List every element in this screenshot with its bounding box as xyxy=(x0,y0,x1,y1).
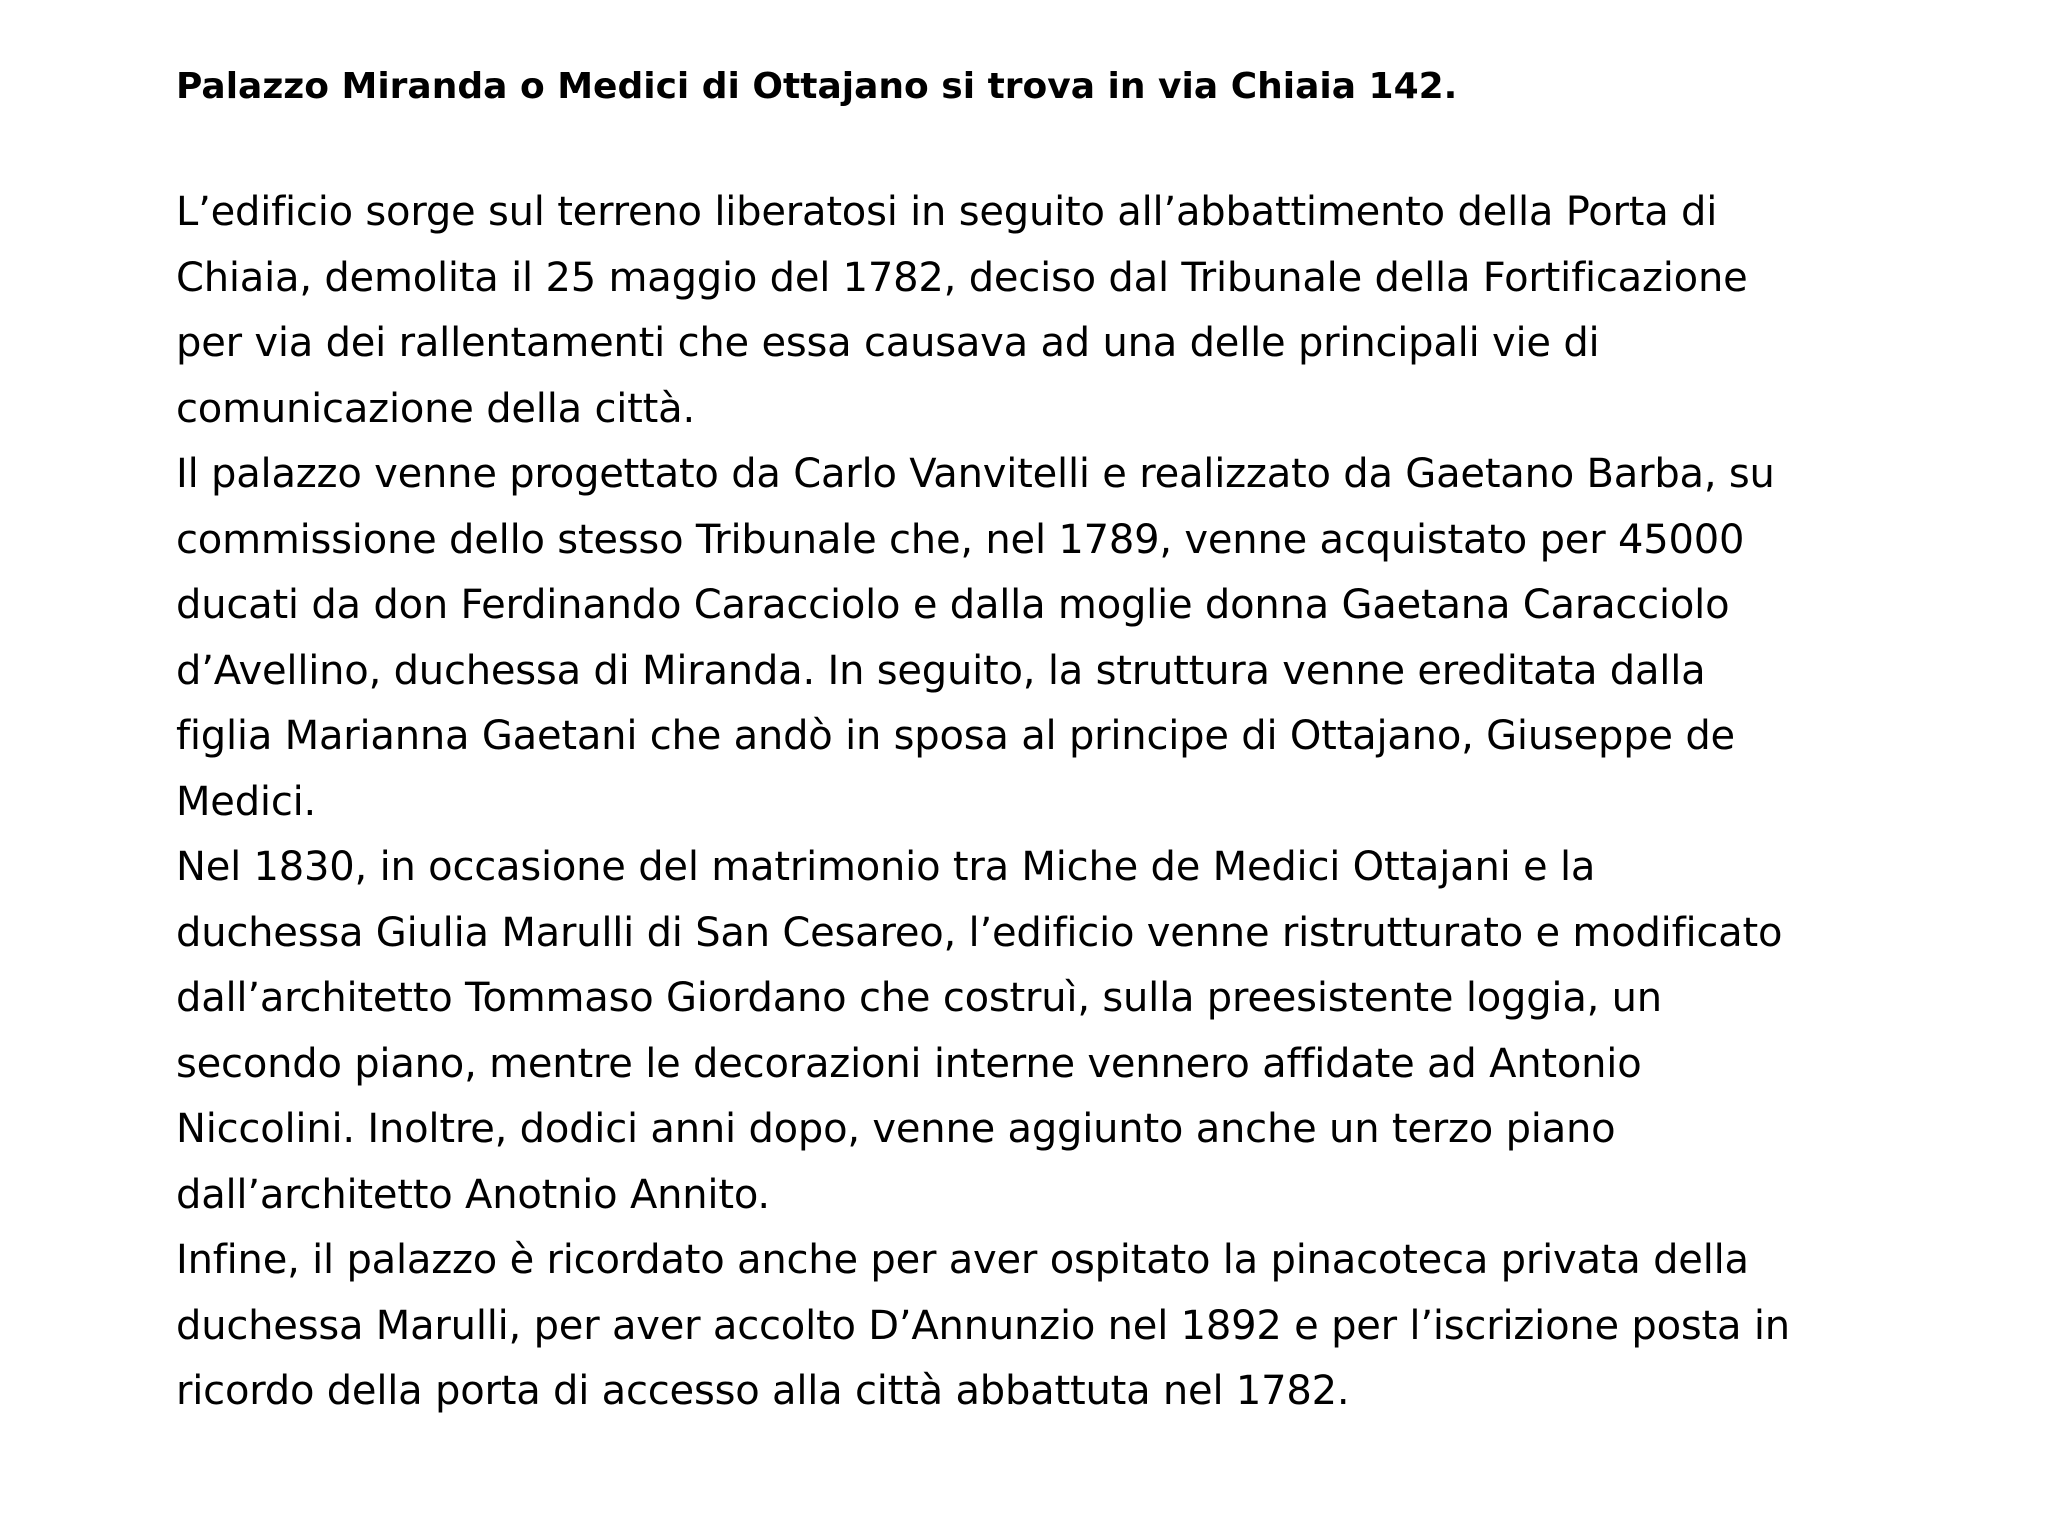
text-line: ricordo della porta di accesso alla città abbattuta nel 1782. xyxy=(176,1368,1350,1414)
text-line: dall’architetto Tommaso Giordano che costruì, sulla preesistente loggia, un xyxy=(176,975,1662,1021)
text-line: Chiaia, demolita il 25 maggio del 1782, deciso dal Tribunale della Fortificazione xyxy=(176,254,1748,301)
text-line: figlia Marianna Gaetani che andò in sposa al principe di Ottajano, Giuseppe de xyxy=(176,713,1735,759)
text-line: secondo piano, mentre le decorazioni interne vennero affidate ad Antonio xyxy=(176,1040,1642,1087)
text-line: d’Avellino, duchessa di Miranda. In seguito, la struttura venne ereditata dalla xyxy=(176,647,1706,694)
text-line: Niccolini. Inoltre, dodici anni dopo, venne aggiunto anche un terzo piano xyxy=(176,1106,1616,1152)
text-line: dall’architetto Anotnio Annito. xyxy=(176,1171,770,1218)
text-line: comunicazione della città. xyxy=(176,385,695,432)
text-line: ducati da don Ferdinando Caracciolo e dalla moglie donna Gaetana Caracciolo xyxy=(176,582,1730,628)
text-line: Infine, il palazzo è ricordato anche per aver ospitato la pinacoteca privata della xyxy=(176,1237,1749,1283)
text-line: per via dei rallentamenti che essa causava ad una delle principali vie di xyxy=(176,320,1600,366)
text-line: Medici. xyxy=(176,778,317,825)
text-line: duchessa Marulli, per aver accolto D’Annunzio nel 1892 e per l’iscrizione posta in xyxy=(176,1302,1790,1349)
text-line: Nel 1830, in occasione del matrimonio tra Miche de Medici Ottajani e la xyxy=(176,844,1596,890)
document-title: Palazzo Miranda o Medici di Ottajano si trova in via Chiaia 142. xyxy=(176,66,1458,107)
text-line: commissione dello stesso Tribunale che, nel 1789, venne acquistato per 45000 xyxy=(176,516,1745,563)
document-body xyxy=(176,180,1976,1425)
text-line: Il palazzo venne progettato da Carlo Vanvitelli e realizzato da Gaetano Barba, su xyxy=(176,451,1775,497)
text-line: L’edificio sorge sul terreno liberatosi in seguito all’abbattimento della Porta di xyxy=(176,189,1718,235)
text-line: duchessa Giulia Marulli di San Cesareo, l’edificio venne ristrutturato e modificato xyxy=(176,909,1783,956)
